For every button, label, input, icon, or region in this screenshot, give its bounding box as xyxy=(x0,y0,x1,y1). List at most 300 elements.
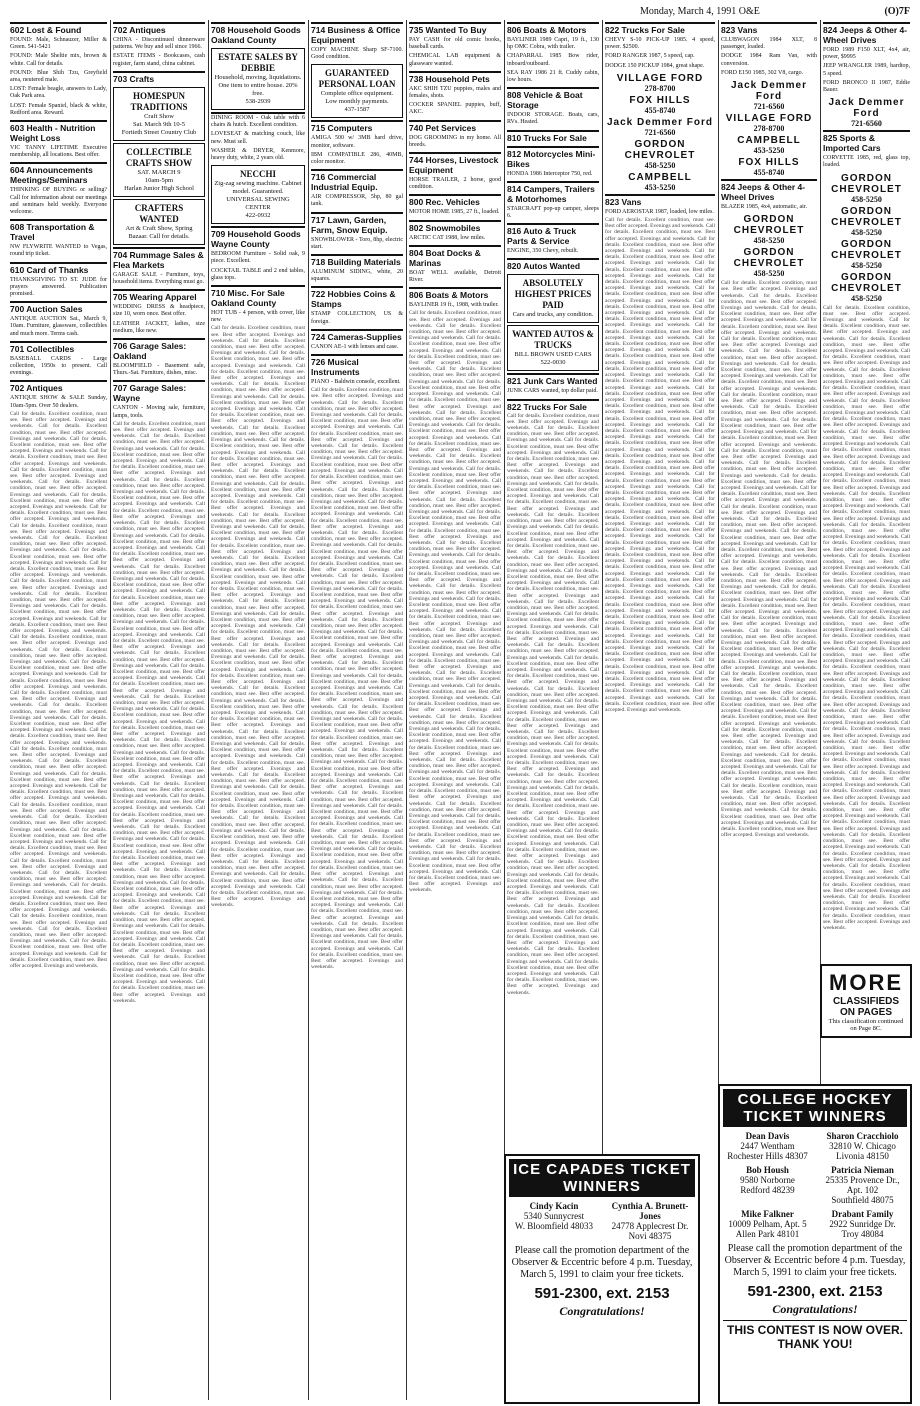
classified-columns xyxy=(8,20,912,1400)
classified-section xyxy=(211,226,305,283)
classified-ad: CORVETTE 1985, red, glass top, loaded. xyxy=(823,155,910,169)
classified-ad: ANTIQUE AUCTION Sat., March 9, 10am. Furniture, glassware, collectibles and much more. Terms cash. xyxy=(10,316,107,337)
winner-name: Mike Falkner xyxy=(741,1209,794,1219)
dealer-ad xyxy=(823,97,910,128)
section-heading: 604 Announcements Meetings/Seminars xyxy=(10,165,93,186)
classified-ad: BLOOMFIELD - Basement sale, Thurs.-Sat. Furniture, dishes, misc. xyxy=(113,363,205,377)
section-heading: 706 Garage Sales: Oakland xyxy=(113,341,187,362)
winner-city: Troy 48084 xyxy=(841,1229,884,1239)
section-heading: 740 Pet Services xyxy=(409,122,477,133)
dealer-name: Jack Demmer Ford xyxy=(606,116,714,128)
display-ad-line: NECCHI xyxy=(239,169,276,180)
dealer-phone: 721-6560 xyxy=(644,127,676,137)
classified-section xyxy=(409,120,501,150)
promo-banner: ICE CAPADES TICKET WINNERS xyxy=(509,1159,695,1197)
classified-section xyxy=(507,22,599,85)
classified-ad: SEA RAY 1986 21 ft. Cuddy cabin, low hours. xyxy=(507,69,599,84)
section-heading: 822 Trucks For Sale xyxy=(605,25,685,35)
classified-section xyxy=(507,146,599,179)
winner-name: Dean Davis xyxy=(745,1131,790,1141)
dealer-ad xyxy=(605,172,715,192)
classified-column xyxy=(406,20,503,1400)
winner xyxy=(723,1165,812,1205)
classified-ad: DODGE 1984 Ram Van, with conversion. xyxy=(721,53,817,67)
classified-section xyxy=(311,329,403,352)
dealer-name: CAMPBELL xyxy=(737,135,801,147)
dealer-name: GORDON CHEVROLET xyxy=(831,205,902,228)
classified-section xyxy=(311,169,403,209)
section-heading: 823 Vans xyxy=(721,25,758,35)
display-ad-line: Fortieth Street Country Club xyxy=(121,128,197,136)
classified-section xyxy=(311,212,403,252)
display-ad-line: Craft Show xyxy=(144,112,174,120)
classified-section xyxy=(507,87,599,127)
winner xyxy=(723,1131,812,1161)
classified-ad: COCKER SPANIEL puppies, buff, AKC. xyxy=(409,102,501,116)
classified-section xyxy=(507,130,599,144)
dealer-name: GORDON CHEVROLET xyxy=(624,138,696,161)
classified-ad: FOUND: Male, Schnauzer, Miller & Green. 541-5421 xyxy=(10,37,107,51)
fine-print: Call for details. Excellent condition, must see. Best offer accepted. Evenings and weekends. Call for details. Excellent condition, must see. Best offer accepted. Evenings and weekends. Call for details. Excellent condition, must see. Best offer accepted. Evenings and weekends. Call for details. Excellent condition, must see. Best offer accepted. Evenings and weekends. Call for details. Excellent condition, must see. Best offer accepted. Evenings and weekends. Call for details. Excellent condition, must see. Best offer accepted. Evenings and weekends. Call for details. Excellent condition, must see. Best offer accepted. Evenings and weekends. Call for details. Excellent condition, must see. Best offer accepted. Evenings and weekends. Call for details. Excellent condition, must see. Best offer accepted. Evenings and weekends. Call for details. Excellent condition, must see. Best offer accepted. Evenings and weekends. Call for details. Excellent condition, must see. Best offer accepted. Evenings and weekends. Call for details. Excellent condition, must see. Best offer accepted. Evenings and weekends. Call for details. Excellent condition, must see. Best offer accepted. Evenings and weekends. Call for details. Excellent condition, must see. Best offer accepted. Evenings and weekends. Call for details. Excellent condition, must see. Best offer accepted. Evenings and weekends. Call for details. Excellent condition, must see. Best offer accepted. Evenings and weekends. Call for details. Excellent condition, must see. Best offer accepted. Evenings and weekends. Call for details. Excellent condition, must see. Best offer accepted. Evenings and weekends. Call for details. Excellent condition, must see. Best offer accepted. Evenings and weekends. Call for details. Excellent condition, must see. Best offer accepted. Evenings and weekends. Call for details. Excellent condition, must see. Best offer accepted. Evenings and weekends. Call for details. Excellent condition, must see. Best offer accepted. Evenings and weekends. Call for details. Excellent condition, must see. Best offer accepted. Evenings and weekends. Call for details. Excellent condition, must see. Best offer accepted. Evenings and weekends. Call for details. Excellent condition, must see. Best offer accepted. Evenings and weekends. Call for details. Excellent condition, must see. Best offer accepted. Evenings and weekends. Call for details. Excellent condition, must see. Best offer accepted. Evenings and weekends. Call for details. Excellent condition, must see. Best offer accepted. Evenings and weekends. Call for details. Excellent condition, must see. Best offer accepted. Evenings and weekends. Call for details. Excellent condition, must see. Best offer accepted. Evenings and weekends. Call for details. Excellent condition, must see. Best offer accepted. Evenings and weekends. Call for details. Excellent condition, must see. Best offer accepted. Evenings and weekends. Call for details. Excellent condition, must see. Best offer accepted. Evenings and weekends. Call for details. Excellent condition, must see. Best offer accepted. Evenings and weekends. Call for details. Excellent condition, must see. Best offer accepted. Evenings and weekends. Call for details. Excellent condition, must see. Best offer accepted. Evenings and weekends. Call for details. Excellent condition, must see. Best offer accepted. Evenings and weekends. Call for details. Excellent condition, must see. Best offer accepted. Evenings and weekends. Call for details. Excellent condition, must see. Best offer accepted. Evenings and weekends. Call for details. Excellent condition, must see. Best offer accepted. Evenings and weekends. xyxy=(721,280,817,839)
display-ad-line: WANTED AUTOS & TRUCKS xyxy=(512,329,594,351)
more-subtitle: CLASSIFIEDS ON PAGES xyxy=(832,996,900,1018)
classified-section xyxy=(211,112,305,163)
section-heading: 716 Commercial Industrial Equip. xyxy=(311,172,378,193)
display-ad-line: Household, moving, liquidations. One item to entire house. 20% free. xyxy=(214,74,302,97)
display-ad-line: Zig-zag sewing machine. Cabinet model. Guaranteed. xyxy=(214,180,302,196)
dealer-phone: 455-8740 xyxy=(753,168,785,178)
classified-ad: STARCRAFT pop-up camper, sleeps 6. xyxy=(507,205,599,220)
dealer-name: Jack Demmer Ford xyxy=(730,80,808,103)
dealer-phone: 278-8700 xyxy=(644,83,676,93)
classified-ad: AIR COMPRESSOR, 5hp, 80 gal tank. xyxy=(311,194,403,208)
classified-ad: AKC SHIH TZU puppies, males and females, shots. xyxy=(409,85,501,100)
classified-section xyxy=(507,399,599,413)
classified-ad: HOT TUB - 4 person, with cover, like new. xyxy=(211,310,305,324)
classified-section xyxy=(10,120,107,160)
promo-phone: 591-2300, ext. 2153 xyxy=(747,1283,883,1300)
classified-section xyxy=(10,380,107,410)
classified-section xyxy=(113,338,205,378)
classified-ad: JEEP WRANGLER 1989, hardtop, 5 speed. xyxy=(823,63,910,77)
classified-ad: WASHER & DRYER, Kenmore, heavy duty, white, 2 years old. xyxy=(211,147,305,162)
dealer-phone: 278-8700 xyxy=(753,124,785,134)
dealer-phone: 453-5250 xyxy=(644,182,676,192)
classified-ad: INDOOR STORAGE. Boats, cars, RVs. Heated. xyxy=(507,112,599,126)
winner-address: 5340 Sunnycrest xyxy=(523,1211,585,1221)
section-heading: 820 Autos Wanted xyxy=(507,261,581,272)
dealer-phone: 458-5250 xyxy=(753,236,785,246)
classified-ad: HORSE TRAILER, 2 horse, good condition. xyxy=(409,177,501,191)
classified-ad: LEATHER JACKET, ladies, size medium, like new. xyxy=(113,320,205,334)
classified-ad: DOG GROOMING in my home. All breeds. xyxy=(409,134,501,148)
classified-section xyxy=(311,354,403,387)
classified-ad: PAY CASH for old comic books, baseball cards. xyxy=(409,37,501,51)
winner xyxy=(818,1131,907,1161)
dealer-ad xyxy=(721,135,817,155)
display-ad xyxy=(211,48,305,110)
classified-section xyxy=(409,220,501,243)
dealer-name: CAMPBELL xyxy=(628,171,692,183)
display-ad-line: HOMESPUN TRADITIONS xyxy=(130,90,188,112)
display-ad-line: Cars and trucks, any condition. xyxy=(512,311,594,319)
winner-city: Livonia 48150 xyxy=(836,1151,889,1161)
display-ad xyxy=(113,143,205,197)
classified-ad: BAYLINER 19 ft., 1988, with trailer. xyxy=(409,302,499,309)
winner-address: 32810 W. Chicago xyxy=(829,1141,896,1151)
classified-ad: FORD AEROSTAR 1987, loaded, low miles. xyxy=(605,208,714,215)
fine-print: Call for details. Excellent condition, must see. Best offer accepted. Evenings and weekends. Call for details. Excellent condition, must see. Best offer accepted. Evenings and weekends. Call for details. Excellent condition, must see. Best offer accepted. Evenings and weekends. Call for details. Excellent condition, must see. Best offer accepted. Evenings and weekends. Call for details. Excellent condition, must see. Best offer accepted. Evenings and weekends. Call for details. Excellent condition, must see. Best offer accepted. Evenings and weekends. Call for details. Excellent condition, must see. Best offer accepted. Evenings and weekends. Call for details. Excellent condition, must see. Best offer accepted. Evenings and weekends. Call for details. Excellent condition, must see. Best offer accepted. Evenings and weekends. Call for details. Excellent condition, must see. Best offer accepted. Evenings and weekends. Call for details. Excellent condition, must see. Best offer accepted. Evenings and weekends. Call for details. Excellent condition, must see. Best offer accepted. Evenings and weekends. Call for details. Excellent condition, must see. Best offer accepted. Evenings and weekends. Call for details. Excellent condition, must see. Best offer accepted. Evenings and weekends. Call for details. Excellent condition, must see. Best offer accepted. Evenings and weekends. Call for details. Excellent condition, must see. Best offer accepted. Evenings and weekends. Call for details. Excellent condition, must see. Best offer accepted. Evenings and weekends. Call for details. Excellent condition, must see. Best offer accepted. Evenings and weekends. Call for details. Excellent condition, must see. Best offer accepted. Evenings and weekends. Call for details. Excellent condition, must see. Best offer accepted. Evenings and weekends. Call for details. Excellent condition, must see. Best offer accepted. Evenings and weekends. Call for details. Excellent condition, must see. Best offer accepted. Evenings and weekends. Call for details. Excellent condition, must see. Best offer accepted. Evenings and weekends. Call for details. Excellent condition, must see. Best offer accepted. Evenings and weekends. Call for details. Excellent condition, must see. Best offer accepted. Evenings and weekends. Call for details. Excellent condition, must see. Best offer accepted. Evenings and weekends. Call for details. Excellent condition, must see. Best offer accepted. Evenings and weekends. Call for details. Excellent condition, must see. Best offer accepted. Evenings and weekends. Call for details. Excellent condition, must see. Best offer accepted. Evenings and weekends. Call for details. Excellent condition, must see. Best offer accepted. Evenings and weekends. Call for details. Excellent condition, must see. Best offer accepted. Evenings and weekends. Call for details. Excellent condition, must see. Best offer accepted. Evenings and weekends. Call for details. Excellent condition, must see. Best offer accepted. Evenings and weekends. Call for details. Excellent condition, must see. Best offer accepted. Evenings and weekends. Call for details. Excellent condition, must see. Best offer accepted. Evenings and weekends. Call for details. Excellent condition, must see. Best offer accepted. Evenings and weekends. Call for details. Excellent condition, must see. Best offer accepted. Evenings and weekends. Call for details. Excellent condition, must see. Best offer accepted. Evenings and weekends. Call for details. Excellent condition, must see. Best offer accepted. Evenings and weekends. Call for details. Excellent condition, must see. Best offer accepted. Evenings and weekends. xyxy=(211,325,305,909)
section-heading: 824 Jeeps & Other 4-Wheel Drives xyxy=(823,25,908,45)
classified-section xyxy=(311,120,403,167)
section-heading: 705 Wearing Apparel xyxy=(113,292,197,303)
winner xyxy=(605,1201,695,1241)
classified-ad: VIC TANNY LIFETIME Executive membership, all locations. Best offer. xyxy=(10,145,107,159)
hockey-promo xyxy=(718,1084,912,1404)
display-ad xyxy=(507,325,599,371)
display-ad-line: Art & Craft Show, Spring Bazaar. Call for details. xyxy=(125,224,193,240)
more-title: MORE xyxy=(829,970,903,995)
display-ad-line: Harlan Junior High School xyxy=(124,184,194,192)
winner-name: Patricia Nieman xyxy=(831,1165,894,1175)
display-ad-line: COLLECTIBLE CRAFTS SHOW xyxy=(125,146,193,168)
classified-ad: ESTATE ITEMS - Bookcases, cash register, farm stand, china cabinet. xyxy=(113,53,205,67)
section-heading: 804 Boat Docks & Marinas xyxy=(409,247,481,268)
section-heading: 735 Wanted To Buy xyxy=(409,25,487,35)
section-heading: 702 Antiques xyxy=(113,25,166,35)
dealer-phone: 458-5250 xyxy=(851,194,882,204)
page-folio: (O)7F xyxy=(884,6,910,17)
section-heading: 610 Card of Thanks xyxy=(10,264,89,275)
dealer-phone: 458-5250 xyxy=(851,227,882,237)
dealer-name: VILLAGE FORD xyxy=(725,113,813,125)
dealer-phone: 721-6560 xyxy=(851,119,882,129)
classified-section xyxy=(721,179,817,212)
classified-ad: FORD 1989 F150 XLT, 4x4, air, power, $9995 xyxy=(823,47,910,61)
classified-section xyxy=(605,194,715,217)
classified-ad: LOST: Female beagle, answers to Lady, Oak Park area. xyxy=(10,86,107,100)
display-ad-line: Sat. March 9th 10-5 xyxy=(133,120,185,128)
section-heading: 825 Sports & Imported Cars xyxy=(823,133,881,154)
classified-ad: THANKSGIVING TO ST. JUDE for prayers answered. Publication promised. xyxy=(10,276,107,298)
classified-ad: BLAZER 1985, 4x4, automatic, air. xyxy=(721,204,807,211)
promo-banner: COLLEGE HOCKEY TICKET WINNERS xyxy=(723,1089,907,1127)
fine-print: Call for details. Excellent condition, must see. Best offer accepted. Evenings and weekends. Call for details. Excellent condition, must see. Best offer accepted. Evenings and weekends. Call for details. Excellent condition, must see. Best offer accepted. Evenings and weekends. Call for details. Excellent condition, must see. Best offer accepted. Evenings and weekends. Call for details. Excellent condition, must see. Best offer accepted. Evenings and weekends. Call for details. Excellent condition, must see. Best offer accepted. Evenings and weekends. Call for details. Excellent condition, must see. Best offer accepted. Evenings and weekends. Call for details. Excellent condition, must see. Best offer accepted. Evenings and weekends. Call for details. Excellent condition, must see. Best offer accepted. Evenings and weekends. Call for details. Excellent condition, must see. Best offer accepted. Evenings and weekends. Call for details. Excellent condition, must see. Best offer accepted. Evenings and weekends. Call for details. Excellent condition, must see. Best offer accepted. Evenings and weekends. Call for details. Excellent condition, must see. Best offer accepted. Evenings and weekends. Call for details. Excellent condition, must see. Best offer accepted. Evenings and weekends. Call for details. Excellent condition, must see. Best offer accepted. Evenings and weekends. Call for details. Excellent condition, must see. Best offer accepted. Evenings and weekends. Call for details. Excellent condition, must see. Best offer accepted. Evenings and weekends. Call for details. Excellent condition, must see. Best offer accepted. Evenings and weekends. Call for details. Excellent condition, must see. Best offer accepted. Evenings and weekends. Call for details. Excellent condition, must see. Best offer accepted. Evenings and weekends. Call for details. Excellent condition, must see. Best offer accepted. Evenings and weekends. Call for details. Excellent condition, must see. Best offer accepted. Evenings and weekends. Call for details. Excellent condition, must see. Best offer accepted. Evenings and weekends. Call for details. Excellent condition, must see. Best offer accepted. Evenings and weekends. Call for details. Excellent condition, must see. Best offer accepted. Evenings and weekends. Call for details. Excellent condition, must see. Best offer accepted. Evenings and weekends. Call for details. Excellent condition, must see. Best offer accepted. Evenings and weekends. Call for details. Excellent condition, must see. Best offer accepted. Evenings and weekends. Call for details. Excellent condition, must see. Best offer accepted. Evenings and weekends. Call for details. Excellent condition, must see. Best offer accepted. Evenings and weekends. Call for details. Excellent condition, must see. Best offer accepted. Evenings and weekends. Call for details. Excellent condition, must see. Best offer accepted. Evenings and weekends. Call for details. Excellent condition, must see. Best offer accepted. Evenings and weekends. Call for details. Excellent condition, must see. Best offer accepted. Evenings and weekends. Call for details. Excellent condition, must see. Best offer accepted. Evenings and weekends. Call for details. Excellent condition, must see. Best offer accepted. Evenings and weekends. Call for details. Excellent condition, must see. Best offer accepted. Evenings and weekends. Call for details. Excellent condition, must see. Best offer accepted. Evenings and weekends. Call for details. Excellent condition, must see. Best offer accepted. Evenings and weekends. Call for details. Excellent condition, must see. Best offer accepted. Evenings and weekends. xyxy=(10,410,107,969)
dealer-ad xyxy=(823,239,910,270)
display-ad xyxy=(211,165,305,224)
display-ad-line: Complete office equipment. Low monthly payments. xyxy=(320,90,394,106)
page-header xyxy=(0,6,920,20)
fine-print: Call for details. Excellent condition, must see. Best offer accepted. Evenings and weekends. Call for details. Excellent condition, must see. Best offer accepted. Evenings and weekends. Call for details. Excellent condition, must see. Best offer accepted. Evenings and weekends. Call for details. Excellent condition, must see. Best offer accepted. Evenings and weekends. Call for details. Excellent condition, must see. Best offer accepted. Evenings and weekends. Call for details. Excellent condition, must see. Best offer accepted. Evenings and weekends. Call for details. Excellent condition, must see. Best offer accepted. Evenings and weekends. Call for details. Excellent condition, must see. Best offer accepted. Evenings and weekends. Call for details. Excellent condition, must see. Best offer accepted. Evenings and weekends. Call for details. Excellent condition, must see. Best offer accepted. Evenings and weekends. Call for details. Excellent condition, must see. Best offer accepted. Evenings and weekends. Call for details. Excellent condition, must see. Best offer accepted. Evenings and weekends. Call for details. Excellent condition, must see. Best offer accepted. Evenings and weekends. Call for details. Excellent condition, must see. Best offer accepted. Evenings and weekends. Call for details. Excellent condition, must see. Best offer accepted. Evenings and weekends. Call for details. Excellent condition, must see. Best offer accepted. Evenings and weekends. Call for details. Excellent condition, must see. Best offer accepted. Evenings and weekends. Call for details. Excellent condition, must see. Best offer accepted. Evenings and weekends. Call for details. Excellent condition, must see. Best offer accepted. Evenings and weekends. Call for details. Excellent condition, must see. Best offer accepted. Evenings and weekends. Call for details. Excellent condition, must see. Best offer accepted. Evenings and weekends. Call for details. Excellent condition, must see. Best offer accepted. Evenings and weekends. Call for details. Excellent condition, must see. Best offer accepted. Evenings and weekends. Call for details. Excellent condition, must see. Best offer accepted. Evenings and weekends. Call for details. Excellent condition, must see. Best offer accepted. Evenings and weekends. Call for details. Excellent condition, must see. Best offer accepted. Evenings and weekends. Call for details. Excellent condition, must see. Best offer accepted. Evenings and weekends. Call for details. Excellent condition, must see. Best offer accepted. Evenings and weekends. Call for details. Excellent condition, must see. Best offer accepted. Evenings and weekends. Call for details. Excellent condition, must see. Best offer accepted. Evenings and weekends. Call for details. Excellent condition, must see. Best offer accepted. Evenings and weekends. Call for details. Excellent condition, must see. Best offer accepted. Evenings and weekends. Call for details. Excellent condition, must see. Best offer accepted. Evenings and weekends. Call for details. Excellent condition, must see. Best offer accepted. Evenings and weekends. Call for details. Excellent condition, must see. Best offer accepted. Evenings and weekends. Call for details. Excellent condition, must see. Best offer accepted. Evenings and weekends. Call for details. Excellent condition, must see. Best offer accepted. Evenings and weekends. Call for details. Excellent condition, must see. Best offer accepted. Evenings and weekends. Call for details. Excellent condition, must see. Best offer accepted. Evenings and weekends. Call for details. Excellent condition, must see. Best offer accepted. Evenings and weekends. xyxy=(605,217,715,714)
winner xyxy=(509,1201,599,1241)
classified-section xyxy=(10,22,107,118)
classified-section xyxy=(409,245,501,285)
dealer-phone: 458-5250 xyxy=(851,293,882,303)
display-ad-line: ABSOLUTELY HIGHEST PRICES PAID xyxy=(514,278,592,311)
section-heading: 823 Vans xyxy=(605,196,642,207)
winner-name: Cynthia A. Brunett-Jones xyxy=(611,1201,689,1221)
classified-ad: ANTIQUE SHOW & SALE Sunday, 10am-5pm. Over 50 dealers. xyxy=(10,395,107,409)
dealer-name: GORDON CHEVROLET xyxy=(831,172,902,195)
classified-ad: ARCTIC CAT 1988, low miles. xyxy=(409,234,486,241)
classified-column xyxy=(308,20,405,1400)
classified-ad: FORD BRONCO II 1987, Eddie Bauer. xyxy=(823,79,910,94)
promo-instructions: Please call the promotion department of the Observer & Eccentric before 4 p.m. Tuesday, March 5, 1991 to claim your free tickets. xyxy=(511,1245,693,1280)
classified-ad: COCKTAIL TABLE and 2 end tables, glass tops. xyxy=(211,267,305,281)
classified-ad: PIANO - Baldwin console, excellent. xyxy=(311,379,401,386)
classified-ad: AMIGA 500 w/ 3MB hard drive, monitor, software. xyxy=(311,135,403,149)
classified-ad: BEDROOM Furniture - Solid oak, 9 piece. Excellent. xyxy=(211,251,305,265)
classified-ad: CHEMICAL LAB equipment & glassware wanted. xyxy=(409,53,501,67)
section-heading: 724 Cameras-Supplies xyxy=(311,331,402,342)
classified-section xyxy=(211,22,305,46)
dealer-name: FOX HILLS xyxy=(738,157,800,169)
classified-ad: MOTOR HOME 1985, 27 ft., loaded. xyxy=(409,209,500,216)
classified-section xyxy=(409,287,501,310)
classified-section xyxy=(10,262,107,300)
classified-ad: HONDA 1986 Interceptor 750, red. xyxy=(507,170,593,177)
more-classifieds-box xyxy=(820,964,912,1038)
winner-name: Sharon Cracchiolo xyxy=(826,1131,899,1141)
classified-ad: BAYLINER 1989 Capri, 19 ft., 130 hp OMC Cobra, with trailer. xyxy=(507,37,599,51)
classified-section xyxy=(507,181,599,221)
winner-name: Drabant Family xyxy=(831,1209,894,1219)
classified-column xyxy=(8,20,109,1400)
winner-city: Rochester Hills 48307 xyxy=(727,1151,808,1161)
winner xyxy=(723,1209,812,1239)
dealer-ad xyxy=(823,272,910,303)
display-ad-line: BILL BROWN USED CARS xyxy=(514,351,592,359)
display-ad-line: 538-2939 xyxy=(245,98,271,105)
section-heading: 821 Junk Cars Wanted xyxy=(507,376,598,387)
winner xyxy=(818,1165,907,1205)
page-date: Monday, March 4, 1991 O&E xyxy=(640,6,760,17)
display-ad-line: 437-1587 xyxy=(344,106,370,114)
winners-list xyxy=(509,1201,695,1241)
dealer-name: GORDON CHEVROLET xyxy=(733,214,805,237)
display-ad-line: 522-0030 xyxy=(540,359,566,367)
section-heading: 608 Transportation & Travel xyxy=(10,222,95,243)
section-heading: 806 Boats & Motors xyxy=(507,25,587,35)
section-heading: 800 Rec. Vehicles xyxy=(409,197,480,208)
ice-capades-promo xyxy=(504,1154,700,1404)
dealer-ad xyxy=(721,247,817,278)
dealer-ad xyxy=(823,173,910,204)
classified-ad: LOST: Female Spaniel, black & white, Redford area. Reward. xyxy=(10,102,107,116)
display-ad-line: 10am-5pm xyxy=(144,176,174,184)
section-heading: 715 Computers xyxy=(311,123,373,134)
section-heading: 704 Rummage Sales & Flea Markets xyxy=(113,249,204,270)
dealer-phone: 458-5250 xyxy=(851,260,882,270)
dealer-name: VILLAGE FORD xyxy=(616,72,704,84)
classified-section xyxy=(409,22,501,69)
display-ad xyxy=(113,199,205,245)
classified-section xyxy=(10,341,107,379)
winner-name: Cindy Kacin xyxy=(529,1201,579,1211)
classified-section xyxy=(823,22,910,95)
classified-section xyxy=(10,219,107,259)
promo-phone: 591-2300, ext. 2153 xyxy=(534,1285,670,1302)
winner-city: Redford 48239 xyxy=(740,1185,795,1195)
classified-ad: CANTON - Moving sale, furniture, lamps, tools. xyxy=(113,405,205,419)
dealer-ad xyxy=(823,206,910,237)
winner-name: Bob Housh xyxy=(746,1165,789,1175)
classified-column xyxy=(208,20,307,1400)
section-heading: 812 Motorcycles Mini-Bikes xyxy=(507,148,596,169)
dealer-name: GORDON CHEVROLET xyxy=(831,238,902,261)
promo-congrats: Congratulations! xyxy=(772,1302,858,1316)
dealer-ad xyxy=(605,73,715,93)
classified-ad: FOUND: Blue Shih Tzu, Greyfield area, neutered male. xyxy=(10,69,107,84)
section-heading: 726 Musical Instruments xyxy=(311,357,360,378)
classified-column xyxy=(110,20,207,1400)
dealer-ad xyxy=(605,95,715,115)
section-heading: 717 Lawn, Garden, Farm, Snow Equip. xyxy=(311,214,388,235)
classified-section xyxy=(409,194,501,217)
promo-congrats: Congratulations! xyxy=(559,1304,645,1318)
classified-section xyxy=(507,223,599,256)
classified-section xyxy=(311,254,403,284)
section-heading: 806 Boats & Motors xyxy=(409,290,489,301)
fine-print: Call for details. Excellent condition, must see. Best offer accepted. Evenings and weekends. Call for details. Excellent condition, must see. Best offer accepted. Evenings and weekends. Call for details. Excellent condition, must see. Best offer accepted. Evenings and weekends. Call for details. Excellent condition, must see. Best offer accepted. Evenings and weekends. Call for details. Excellent condition, must see. Best offer accepted. Evenings and weekends. Call for details. Excellent condition, must see. Best offer accepted. Evenings and weekends. Call for details. Excellent condition, must see. Best offer accepted. Evenings and weekends. Call for details. Excellent condition, must see. Best offer accepted. Evenings and weekends. Call for details. Excellent condition, must see. Best offer accepted. Evenings and weekends. Call for details. Excellent condition, must see. Best offer accepted. Evenings and weekends. Call for details. Excellent condition, must see. Best offer accepted. Evenings and weekends. Call for details. Excellent condition, must see. Best offer accepted. Evenings and weekends. Call for details. Excellent condition, must see. Best offer accepted. Evenings and weekends. Call for details. Excellent condition, must see. Best offer accepted. Evenings and weekends. Call for details. Excellent condition, must see. Best offer accepted. Evenings and weekends. Call for details. Excellent condition, must see. Best offer accepted. Evenings and weekends. Call for details. Excellent condition, must see. Best offer accepted. Evenings and weekends. Call for details. Excellent condition, must see. Best offer accepted. Evenings and weekends. Call for details. Excellent condition, must see. Best offer accepted. Evenings and weekends. Call for details. Excellent condition, must see. Best offer accepted. Evenings and weekends. Call for details. Excellent condition, must see. Best offer accepted. Evenings and weekends. Call for details. Excellent condition, must see. Best offer accepted. Evenings and weekends. Call for details. Excellent condition, must see. Best offer accepted. Evenings and weekends. Call for details. Excellent condition, must see. Best offer accepted. Evenings and weekends. Call for details. Excellent condition, must see. Best offer accepted. Evenings and weekends. Call for details. Excellent condition, must see. Best offer accepted. Evenings and weekends. Call for details. Excellent condition, must see. Best offer accepted. Evenings and weekends. Call for details. Excellent condition, must see. Best offer accepted. Evenings and weekends. Call for details. Excellent condition, must see. Best offer accepted. Evenings and weekends. Call for details. Excellent condition, must see. Best offer accepted. Evenings and weekends. Call for details. Excellent condition, must see. Best offer accepted. Evenings and weekends. Call for details. Excellent condition, must see. Best offer accepted. Evenings and weekends. Call for details. Excellent condition, must see. Best offer accepted. Evenings and weekends. Call for details. Excellent condition, must see. Best offer accepted. Evenings and weekends. Call for details. Excellent condition, must see. Best offer accepted. Evenings and weekends. Call for details. Excellent condition, must see. Best offer accepted. Evenings and weekends. Call for details. Excellent condition, must see. Best offer accepted. Evenings and weekends. Call for details. Excellent condition, must see. Best offer accepted. Evenings and weekends. Call for details. Excellent condition, must see. Best offer accepted. Evenings and weekends. Call for details. Excellent condition, must see. Best offer accepted. Evenings and weekends. xyxy=(113,420,205,1004)
display-ad-line: SAT. MARCH 9 xyxy=(137,168,181,176)
section-heading: 700 Auction Sales xyxy=(10,304,83,315)
classified-ad: FOUND: Male Sheltie mix, brown & white. Call for details. xyxy=(10,53,107,67)
dealer-ad xyxy=(721,113,817,133)
display-ad-line: UNIVERSAL SEWING CENTER xyxy=(226,196,290,212)
winner-address: 2447 Wentham xyxy=(740,1141,795,1151)
classified-ad: BOAT WELL available, Detroit River. xyxy=(409,269,501,284)
dealer-phone: 455-8740 xyxy=(644,105,676,115)
section-heading: 718 Building Materials xyxy=(311,257,401,268)
classified-section xyxy=(507,373,599,396)
promo-instructions: Please call the promotion department of the Observer & Eccentric before 4 p.m. Tuesday, March 5, 1991 to claim your free tickets. xyxy=(724,1243,906,1278)
classified-ad: THINKING OF BUYING or selling? Call for information about our meetings and seminars held weekly. Everyone welcome. xyxy=(10,187,107,216)
dealer-phone: 458-5250 xyxy=(753,269,785,279)
classified-ad: CHEVY S-10 PICK-UP 1985. 4 speed, power. $2500. xyxy=(605,37,715,51)
classified-ad: FORD E150 1985, 302 V8, cargo. xyxy=(721,69,804,76)
winner-city: W. Bloomfield 48033 xyxy=(515,1221,593,1231)
fine-print: Call for details. Excellent condition, must see. Best offer accepted. Evenings and weekends. Call for details. Excellent condition, must see. Best offer accepted. Evenings and weekends. Call for details. Excellent condition, must see. Best offer accepted. Evenings and weekends. Call for details. Excellent condition, must see. Best offer accepted. Evenings and weekends. Call for details. Excellent condition, must see. Best offer accepted. Evenings and weekends. Call for details. Excellent condition, must see. Best offer accepted. Evenings and weekends. Call for details. Excellent condition, must see. Best offer accepted. Evenings and weekends. Call for details. Excellent condition, must see. Best offer accepted. Evenings and weekends. Call for details. Excellent condition, must see. Best offer accepted. Evenings and weekends. Call for details. Excellent condition, must see. Best offer accepted. Evenings and weekends. Call for details. Excellent condition, must see. Best offer accepted. Evenings and weekends. Call for details. Excellent condition, must see. Best offer accepted. Evenings and weekends. Call for details. Excellent condition, must see. Best offer accepted. Evenings and weekends. Call for details. Excellent condition, must see. Best offer accepted. Evenings and weekends. Call for details. Excellent condition, must see. Best offer accepted. Evenings and weekends. Call for details. Excellent condition, must see. Best offer accepted. Evenings and weekends. Call for details. Excellent condition, must see. Best offer accepted. Evenings and weekends. Call for details. Excellent condition, must see. Best offer accepted. Evenings and weekends. Call for details. Excellent condition, must see. Best offer accepted. Evenings and weekends. Call for details. Excellent condition, must see. Best offer accepted. Evenings and weekends. Call for details. Excellent condition, must see. Best offer accepted. Evenings and weekends. Call for details. Excellent condition, must see. Best offer accepted. Evenings and weekends. Call for details. Excellent condition, must see. Best offer accepted. Evenings and weekends. Call for details. Excellent condition, must see. Best offer accepted. Evenings and weekends. Call for details. Excellent condition, must see. Best offer accepted. Evenings and weekends. Call for details. Excellent condition, must see. Best offer accepted. Evenings and weekends. Call for details. Excellent condition, must see. Best offer accepted. Evenings and weekends. Call for details. Excellent condition, must see. Best offer accepted. Evenings and weekends. Call for details. Excellent condition, must see. Best offer accepted. Evenings and weekends. Call for details. Excellent condition, must see. Best offer accepted. Evenings and weekends. Call for details. Excellent condition, must see. Best offer accepted. Evenings and weekends. Call for details. Excellent condition, must see. Best offer accepted. Evenings and weekends. Call for details. Excellent condition, must see. Best offer accepted. Evenings and weekends. Call for details. Excellent condition, must see. Best offer accepted. Evenings and weekends. Call for details. Excellent condition, must see. Best offer accepted. Evenings and weekends. Call for details. Excellent condition, must see. Best offer accepted. Evenings and weekends. Call for details. Excellent condition, must see. Best offer accepted. Evenings and weekends. Call for details. Excellent condition, must see. Best offer accepted. Evenings and weekends. Call for details. Excellent condition, must see. Best offer accepted. Evenings and weekends. Call for details. Excellent condition, must see. Best offer accepted. Evenings and weekends. xyxy=(507,412,599,996)
section-heading: 822 Trucks For Sale xyxy=(507,401,587,412)
classified-section xyxy=(211,285,305,325)
section-heading: 814 Campers, Trailers & Motorhomes xyxy=(507,183,595,204)
section-heading: 603 Health - Nutrition Weight Loss xyxy=(10,123,96,144)
classified-ad: GARAGE SALE - Furniture, toys, household items. Everything must go. xyxy=(113,271,205,286)
section-heading: 707 Garage Sales: Wayne xyxy=(113,383,187,404)
dealer-phone: 458-5250 xyxy=(644,160,676,170)
section-heading: 708 Household Goods Oakland County xyxy=(211,25,301,45)
winner-address: 24778 Applecrest Dr. xyxy=(611,1221,689,1231)
winners-list xyxy=(723,1131,907,1239)
winner-address: 25335 Provence Dr., Apt. 102 xyxy=(825,1175,900,1195)
display-ad xyxy=(507,274,599,323)
classified-section xyxy=(10,301,107,339)
classified-section xyxy=(311,286,403,326)
dealer-phone: 721-6560 xyxy=(753,102,785,112)
classified-ad: WEDDING DRESS & headpiece, size 10, worn once. Best offer. xyxy=(113,304,205,318)
more-note: This classification continued on Page 8C. xyxy=(828,1018,904,1032)
section-heading: 602 Lost & Found xyxy=(10,25,82,35)
display-ad-line: GUARANTEED PERSONAL LOAN xyxy=(318,68,396,90)
classified-ad: CANON AE-1 with lenses and case. xyxy=(311,343,399,350)
section-heading: 722 Hobbies Coins & Stamps xyxy=(311,289,396,310)
classified-ad: ENGINE, 350 Chevy, rebuilt. xyxy=(507,248,579,255)
display-ad-line: CRAFTERS WANTED xyxy=(134,202,184,224)
winner-city: Southfield 48075 xyxy=(831,1195,894,1205)
classified-section xyxy=(113,22,205,69)
classified-section xyxy=(10,162,107,217)
classified-section xyxy=(113,71,205,85)
fine-print: Call for details. Excellent condition, must see. Best offer accepted. Evenings and weekends. Call for details. Excellent condition, must see. Best offer accepted. Evenings and weekends. Call for details. Excellent condition, must see. Best offer accepted. Evenings and weekends. Call for details. Excellent condition, must see. Best offer accepted. Evenings and weekends. Call for details. Excellent condition, must see. Best offer accepted. Evenings and weekends. Call for details. Excellent condition, must see. Best offer accepted. Evenings and weekends. Call for details. Excellent condition, must see. Best offer accepted. Evenings and weekends. Call for details. Excellent condition, must see. Best offer accepted. Evenings and weekends. Call for details. Excellent condition, must see. Best offer accepted. Evenings and weekends. Call for details. Excellent condition, must see. Best offer accepted. Evenings and weekends. Call for details. Excellent condition, must see. Best offer accepted. Evenings and weekends. Call for details. Excellent condition, must see. Best offer accepted. Evenings and weekends. Call for details. Excellent condition, must see. Best offer accepted. Evenings and weekends. Call for details. Excellent condition, must see. Best offer accepted. Evenings and weekends. Call for details. Excellent condition, must see. Best offer accepted. Evenings and weekends. Call for details. Excellent condition, must see. Best offer accepted. Evenings and weekends. Call for details. Excellent condition, must see. Best offer accepted. Evenings and weekends. Call for details. Excellent condition, must see. Best offer accepted. Evenings and weekends. Call for details. Excellent condition, must see. Best offer accepted. Evenings and weekends. Call for details. Excellent condition, must see. Best offer accepted. Evenings and weekends. Call for details. Excellent condition, must see. Best offer accepted. Evenings and weekends. Call for details. Excellent condition, must see. Best offer accepted. Evenings and weekends. Call for details. Excellent condition, must see. Best offer accepted. Evenings and weekends. Call for details. Excellent condition, must see. Best offer accepted. Evenings and weekends. Call for details. Excellent condition, must see. Best offer accepted. Evenings and weekends. Call for details. Excellent condition, must see. Best offer accepted. Evenings and weekends. Call for details. Excellent condition, must see. Best offer accepted. Evenings and weekends. Call for details. Excellent condition, must see. Best offer accepted. Evenings and weekends. Call for details. Excellent condition, must see. Best offer accepted. Evenings and weekends. Call for details. Excellent condition, must see. Best offer accepted. Evenings and weekends. Call for details. Excellent condition, must see. Best offer accepted. Evenings and weekends. Call for details. Excellent condition, must see. Best offer accepted. Evenings and weekends. Call for details. Excellent condition, must see. Best offer accepted. Evenings and weekends. Call for details. Excellent condition, must see. Best offer accepted. Evenings and weekends. Call for details. Excellent condition, must see. Best offer accepted. Evenings and weekends. Call for details. Excellent condition, must see. Best offer accepted. Evenings and weekends. Call for details. Excellent condition, must see. Best offer accepted. Evenings and weekends. Call for details. Excellent condition, must see. Best offer accepted. Evenings and weekends. Call for details. Excellent condition, must see. Best offer accepted. Evenings and weekends. Call for details. Excellent condition, must see. Best offer accepted. Evenings and weekends. xyxy=(311,387,403,971)
section-heading: 816 Auto & Truck Parts & Service xyxy=(507,226,577,247)
classified-ad: DINING ROOM - Oak table with 6 chairs & hutch. Excellent condition. xyxy=(211,115,305,129)
dealer-ad xyxy=(721,157,817,177)
winner-address: 10009 Pelham, Apt. 5 xyxy=(728,1219,807,1229)
classified-ad: DODGE 150 PICKUP 1984, great shape. xyxy=(605,62,705,69)
fine-print: Call for details. Excellent condition, must see. Best offer accepted. Evenings and weekends. Call for details. Excellent condition, must see. Best offer accepted. Evenings and weekends. Call for details. Excellent condition, must see. Best offer accepted. Evenings and weekends. Call for details. Excellent condition, must see. Best offer accepted. Evenings and weekends. Call for details. Excellent condition, must see. Best offer accepted. Evenings and weekends. Call for details. Excellent condition, must see. Best offer accepted. Evenings and weekends. Call for details. Excellent condition, must see. Best offer accepted. Evenings and weekends. Call for details. Excellent condition, must see. Best offer accepted. Evenings and weekends. Call for details. Excellent condition, must see. Best offer accepted. Evenings and weekends. Call for details. Excellent condition, must see. Best offer accepted. Evenings and weekends. Call for details. Excellent condition, must see. Best offer accepted. Evenings and weekends. Call for details. Excellent condition, must see. Best offer accepted. Evenings and weekends. Call for details. Excellent condition, must see. Best offer accepted. Evenings and weekends. Call for details. Excellent condition, must see. Best offer accepted. Evenings and weekends. Call for details. Excellent condition, must see. Best offer accepted. Evenings and weekends. Call for details. Excellent condition, must see. Best offer accepted. Evenings and weekends. Call for details. Excellent condition, must see. Best offer accepted. Evenings and weekends. Call for details. Excellent condition, must see. Best offer accepted. Evenings and weekends. Call for details. Excellent condition, must see. Best offer accepted. Evenings and weekends. Call for details. Excellent condition, must see. Best offer accepted. Evenings and weekends. Call for details. Excellent condition, must see. Best offer accepted. Evenings and weekends. Call for details. Excellent condition, must see. Best offer accepted. Evenings and weekends. Call for details. Excellent condition, must see. Best offer accepted. Evenings and weekends. Call for details. Excellent condition, must see. Best offer accepted. Evenings and weekends. Call for details. Excellent condition, must see. Best offer accepted. Evenings and weekends. Call for details. Excellent condition, must see. Best offer accepted. Evenings and weekends. Call for details. Excellent condition, must see. Best offer accepted. Evenings and weekends. Call for details. Excellent condition, must see. Best offer accepted. Evenings and weekends. Call for details. Excellent condition, must see. Best offer accepted. Evenings and weekends. Call for details. Excellent condition, must see. Best offer accepted. Evenings and weekends. Call for details. Excellent condition, must see. Best offer accepted. Evenings and weekends. Call for details. Excellent condition, must see. Best offer accepted. Evenings and weekends. Call for details. Excellent condition, must see. Best offer accepted. Evenings and weekends. Call for details. Excellent condition, must see. Best offer accepted. Evenings and weekends. Call for details. Excellent condition, must see. Best offer accepted. Evenings and weekends. Call for details. Excellent condition, must see. Best offer accepted. Evenings and weekends. Call for details. Excellent condition, must see. Best offer accepted. Evenings and weekends. Call for details. Excellent condition, must see. Best offer accepted. Evenings and weekends. Call for details. Excellent condition, must see. Best offer accepted. Evenings and weekends. Call for details. Excellent condition, must see. Best offer accepted. Evenings and weekends. xyxy=(823,304,910,931)
classified-ad: IBM COMPATIBLE 286, 40MB, color monitor. xyxy=(311,151,403,166)
dealer-ad xyxy=(721,214,817,245)
winner-city: Allen Park 48101 xyxy=(735,1229,800,1239)
dealer-name: FOX HILLS xyxy=(629,94,691,106)
section-heading: 709 Household Goods Wayne County xyxy=(211,229,301,250)
dealer-ad xyxy=(721,80,817,111)
classified-ad: CHINA - Discontinued dinnerware patterns. We buy and sell since 1966. xyxy=(113,37,205,51)
classified-ad: LOVESEAT & matching couch, like new. Must sell. xyxy=(211,131,305,145)
section-heading: 744 Horses, Livestock Equipment xyxy=(409,155,499,176)
winner-address: 9580 Norborne xyxy=(740,1175,795,1185)
classified-section xyxy=(605,22,715,71)
display-ad-line: ESTATE SALES BY DEBBIE xyxy=(218,52,298,73)
display-ad-line: 422-0932 xyxy=(245,212,271,220)
classified-ad: NW FLYWRITE WANTED to Vegas, round trip ticket. xyxy=(10,244,107,258)
fine-print: Call for details. Excellent condition, must see. Best offer accepted. Evenings and weekends. Call for details. Excellent condition, must see. Best offer accepted. Evenings and weekends. Call for details. Excellent condition, must see. Best offer accepted. Evenings and weekends. Call for details. Excellent condition, must see. Best offer accepted. Evenings and weekends. Call for details. Excellent condition, must see. Best offer accepted. Evenings and weekends. Call for details. Excellent condition, must see. Best offer accepted. Evenings and weekends. Call for details. Excellent condition, must see. Best offer accepted. Evenings and weekends. Call for details. Excellent condition, must see. Best offer accepted. Evenings and weekends. Call for details. Excellent condition, must see. Best offer accepted. Evenings and weekends. Call for details. Excellent condition, must see. Best offer accepted. Evenings and weekends. Call for details. Excellent condition, must see. Best offer accepted. Evenings and weekends. Call for details. Excellent condition, must see. Best offer accepted. Evenings and weekends. Call for details. Excellent condition, must see. Best offer accepted. Evenings and weekends. Call for details. Excellent condition, must see. Best offer accepted. Evenings and weekends. Call for details. Excellent condition, must see. Best offer accepted. Evenings and weekends. Call for details. Excellent condition, must see. Best offer accepted. Evenings and weekends. Call for details. Excellent condition, must see. Best offer accepted. Evenings and weekends. Call for details. Excellent condition, must see. Best offer accepted. Evenings and weekends. Call for details. Excellent condition, must see. Best offer accepted. Evenings and weekends. Call for details. Excellent condition, must see. Best offer accepted. Evenings and weekends. Call for details. Excellent condition, must see. Best offer accepted. Evenings and weekends. Call for details. Excellent condition, must see. Best offer accepted. Evenings and weekends. Call for details. Excellent condition, must see. Best offer accepted. Evenings and weekends. Call for details. Excellent condition, must see. Best offer accepted. Evenings and weekends. Call for details. Excellent condition, must see. Best offer accepted. Evenings and weekends. Call for details. Excellent condition, must see. Best offer accepted. Evenings and weekends. Call for details. Excellent condition, must see. Best offer accepted. Evenings and weekends. Call for details. Excellent condition, must see. Best offer accepted. Evenings and weekends. Call for details. Excellent condition, must see. Best offer accepted. Evenings and weekends. Call for details. Excellent condition, must see. Best offer accepted. Evenings and weekends. Call for details. Excellent condition, must see. Best offer accepted. Evenings and weekends. Call for details. Excellent condition, must see. Best offer accepted. Evenings and weekends. Call for details. Excellent condition, must see. Best offer accepted. Evenings and weekends. Call for details. Excellent condition, must see. Best offer accepted. Evenings and weekends. Call for details. Excellent condition, must see. Best offer accepted. Evenings and weekends. Call for details. Excellent condition, must see. Best offer accepted. Evenings and weekends. Call for details. Excellent condition, must see. Best offer accepted. Evenings and weekends. Call for details. Excellent condition, must see. Best offer accepted. Evenings and weekends. Call for details. Excellent condition, must see. Best offer accepted. Evenings and weekends. Call for details. Excellent condition, must see. Best offer accepted. Evenings and weekends. xyxy=(409,310,501,894)
classified-ad: CLUBWAGON 1984 XLT, 8 passenger, loaded. xyxy=(721,37,817,51)
dealer-ad xyxy=(605,139,715,170)
classified-section xyxy=(721,22,817,78)
winner-address: 2922 Sunridge Dr. xyxy=(829,1219,896,1229)
section-heading: 702 Antiques xyxy=(10,383,63,394)
section-heading: 802 Snowmobiles xyxy=(409,222,481,233)
classified-ad: BASEBALL CARDS - Large collection, 1950s to present. Call evenings. xyxy=(10,355,107,377)
dealer-name: GORDON CHEVROLET xyxy=(733,247,805,270)
classified-ad: SNOWBLOWER - Toro, 8hp, electric start. xyxy=(311,236,403,250)
classified-section xyxy=(113,247,205,287)
classified-ad: ALUMINUM SIDING, white, 20 squares. xyxy=(311,269,403,283)
section-heading: 701 Collectibles xyxy=(10,343,75,354)
section-heading: 714 Business & Office Equipment xyxy=(311,25,401,45)
dealer-phone: 453-5250 xyxy=(753,146,785,156)
section-heading: 810 Trucks For Sale xyxy=(507,132,587,143)
display-ad xyxy=(311,64,403,118)
classified-ad: COPY MACHINE Sharp SF-7100. Good condition. xyxy=(311,47,403,61)
classified-section xyxy=(507,258,599,272)
dealer-name: GORDON CHEVROLET xyxy=(831,271,902,294)
dealer-name: Jack Demmer Ford xyxy=(828,97,905,120)
dealer-ad xyxy=(605,117,715,137)
classified-section xyxy=(823,130,910,170)
classified-ad: CHAPARRAL 1985 Bow rider, inboard/outboard. xyxy=(507,53,599,67)
winner-city: Novi 48375 xyxy=(628,1231,672,1241)
section-heading: 808 Vehicle & Boat Storage xyxy=(507,90,583,111)
classified-section xyxy=(311,22,403,62)
classified-section xyxy=(113,289,205,336)
display-ad xyxy=(113,87,205,141)
classified-section xyxy=(409,152,501,192)
section-heading: 824 Jeeps & Other 4-Wheel Drives xyxy=(721,182,806,203)
section-heading: 703 Crafts xyxy=(113,73,155,84)
